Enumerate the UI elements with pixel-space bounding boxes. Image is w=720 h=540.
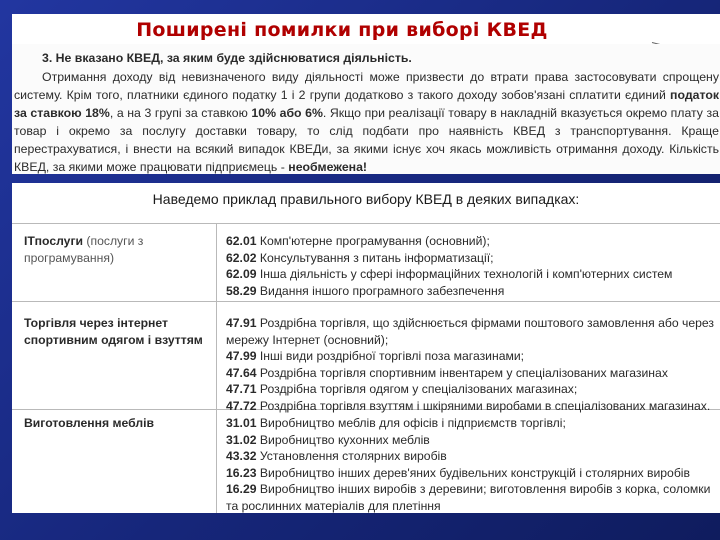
table-row-codes <box>226 315 716 414</box>
kved-item: 62.09 Інша діяльність у сфері інформаційних технологій і комп'ютерних систем <box>226 267 673 281</box>
table-row-label: Виготовлення меблів <box>24 416 154 430</box>
table-row-codes <box>226 415 716 514</box>
kved-item: 16.29 Виробництво інших виробів з деревини; виготовлення виробів з корка, соломки та рослинних матеріалів для плетіння <box>226 482 711 513</box>
kved-item: 31.02 Виробництво кухонних меблів <box>226 432 430 447</box>
kved-item: 43.32 Установлення столярних виробів <box>226 449 447 463</box>
para-text-1: Отримання доходу від невизначеного виду діяльності може призвести до втрати права застосовувати спрощену систему. Крім того, платники єдиного податку 1 і 2 групи додатково з такого доходу зобов'язані сплатити єдиний <box>14 70 719 102</box>
table-row-label: Торгівля через інтернет спортивним одягом і взуттям <box>24 316 203 347</box>
para-bold-rate-18: податок за ставкою 18% <box>14 88 719 120</box>
kved-item: 58.29 Видання іншого програмного забезпечення <box>226 283 505 298</box>
kved-item: 62.02 Консультування з питань інформатизації; <box>226 250 494 265</box>
kved-item: 47.91 Роздрібна торгівля, що здійснюється фірмами поштового замовлення або через мережу Інтернет (основний); <box>226 316 714 347</box>
kved-examples-table <box>12 183 720 513</box>
slide-title: Поширені помилки при виборі КВЕД <box>136 19 548 41</box>
table-divider <box>12 301 720 302</box>
table-title: Наведемо приклад правильного вибору КВЕД в деяких випадках: <box>152 191 580 207</box>
table-row-label: ІТпослуги (послуги з програмування) <box>24 234 144 265</box>
para-bold-unlimited: необмежена! <box>288 160 368 174</box>
para-text-2: , а на 3 групі за ставкою <box>109 106 252 120</box>
kved-item: 31.01 Виробництво меблів для офісів і підприємств торгівлі; <box>226 416 566 430</box>
table-row-codes <box>226 233 716 299</box>
kved-item: 16.23 Виробництво інших дерев'яних будівельних конструкцій і столярних виробів <box>226 465 690 480</box>
kved-item: 47.99 Інші види роздрібної торгівлі поза магазинами; <box>226 349 525 363</box>
table-border-top <box>12 223 720 224</box>
table-column-divider <box>216 223 217 513</box>
warning-section <box>12 44 720 174</box>
para-bold-rate-10-6: 10% або 6% <box>251 106 323 120</box>
para-text-3: . Якщо при реалізації товару в накладній вказується окремо плату за товар і окремо за послугу доставки товару, то слід подбати про наявність КВЕД з транспортування. Краще перестрахуватися, і внести на всякий випадок КВЕДи, за якими існує хоч якась можливість отримання доходу. Кількість КВЕД, за якими може працювати підприємець - <box>14 106 720 174</box>
kved-item: 47.72 Роздрібна торгівля взуттям і шкіряними виробами в спеціалізованих магазинах. <box>226 398 711 413</box>
kved-item: 62.01 Комп'ютерне програмування (основний); <box>226 234 490 248</box>
section-heading: 3. Не вказано КВЕД, за яким буде здійснюватися діяльність. <box>42 51 412 65</box>
kved-item: 47.64 Роздрібна торгівля спортивним інвентарем у спеціалізованих магазинах <box>226 365 668 380</box>
kved-item: 47.71 Роздрібна торгівля одягом у спеціалізованих магазинах; <box>226 382 578 396</box>
section-paragraph <box>14 68 719 176</box>
